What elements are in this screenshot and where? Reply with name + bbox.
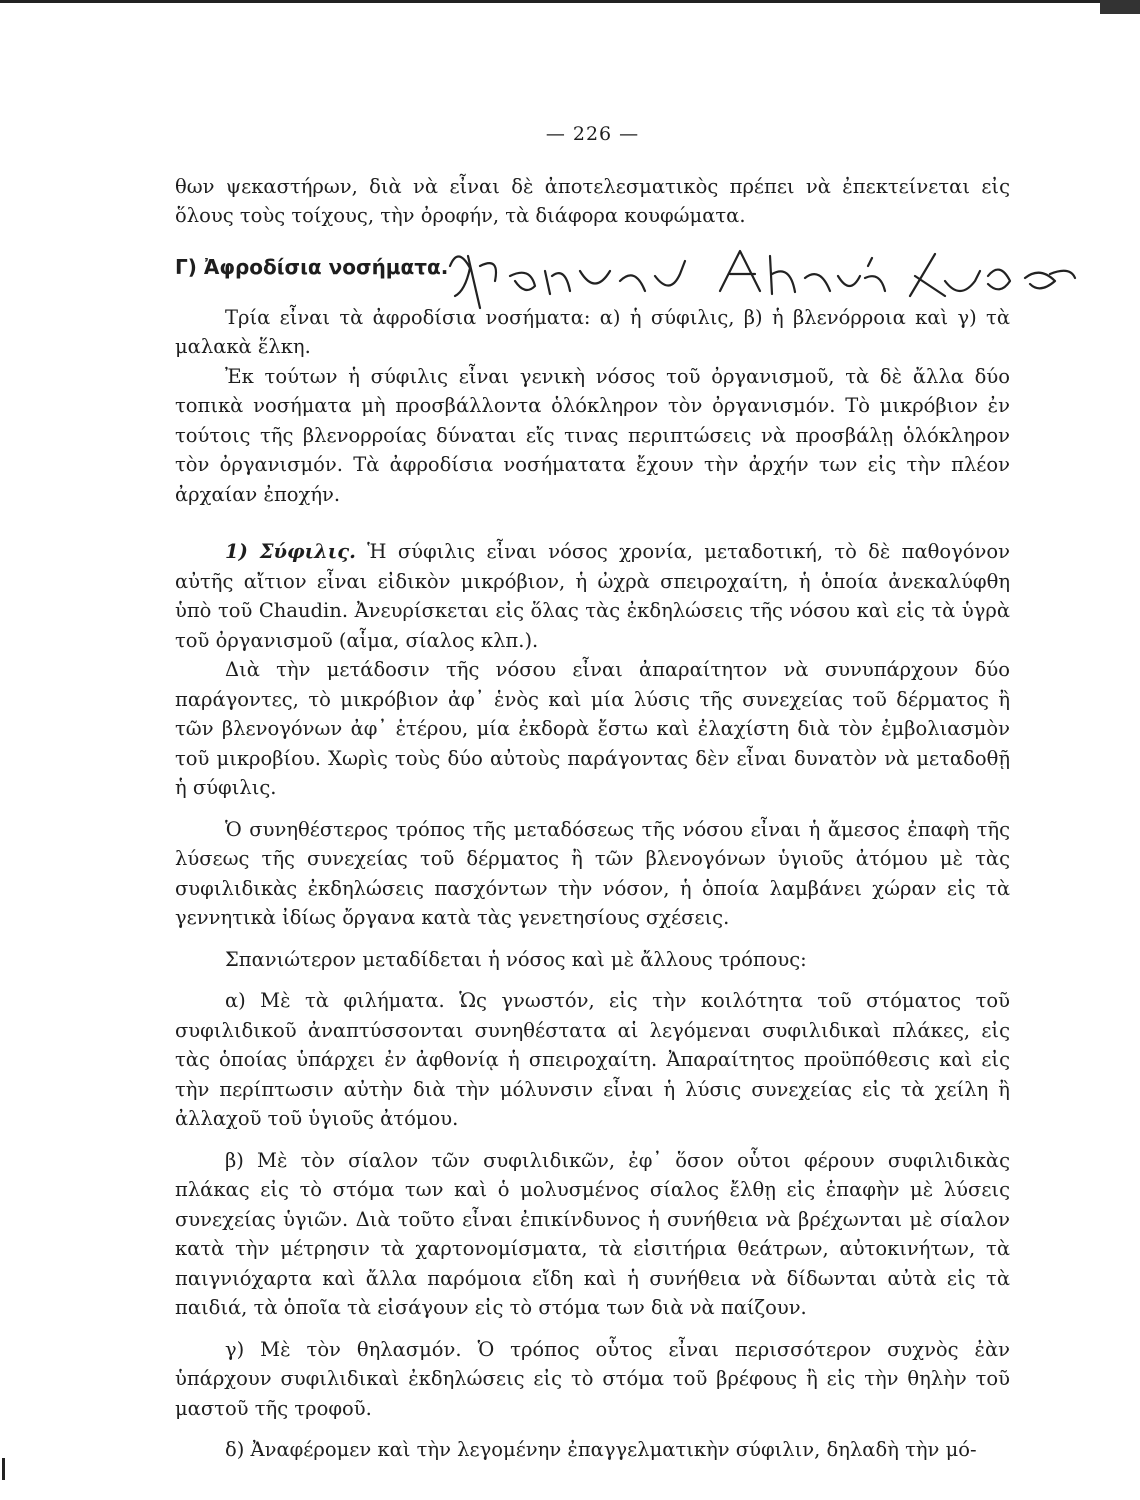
scan-corner-mark (1100, 0, 1140, 14)
section-heading-text: Γ) Ἀφροδίσια νοσήματα. (175, 254, 449, 279)
subsection-label: 1) Σύφιλις. (225, 540, 356, 563)
scan-edge-mark (2, 1458, 5, 1480)
paragraph-common-route: Ὁ συνηθέστερος τρόπος τῆς μεταδόσεως τῆς νόσου εἶναι ἡ ἄμεσος ἐπαφὴ τῆς λύσεως τῆς συνεχείας τοῦ δέρματος ἢ τῶν βλενογόνων ὑγιοῦς ἀτόμου μὲ τὰς συφιλιδικὰς ἐκδηλώσεις πασχόντων τὴν νόσον, ἡ ὁποία λαμβάνει χώραν εἰς τὰ γεννητικὰ ἰδίως ὄργανα κατὰ τὰς γενετησίους σχέσεις. (175, 817, 1010, 929)
paragraph-kisses: α) Μὲ τὰ φιλήματα. Ὡς γνωστόν, εἰς τὴν κοιλότητα τοῦ στόματος τοῦ συφιλιδικοῦ ἀναπτύσσονται συνηθέστατα αἱ λεγόμεναι συφιλιδικαὶ πλάκες, εἰς τὰς ὁποίας ὑπάρχει ἐν ἀφθονίᾳ ἡ σπειροχαίτη. Ἀπαραίτητος προϋπόθεσις καὶ εἰς τὴν περίπτωσιν αὐτὴν διὰ τὴν μόλυνσιν εἶναι ἡ λύσις συνεχείας εἰς τὰ χείλη ἢ ἀλλαχοῦ τοῦ ὑγιοῦς ἀτόμου. (175, 989, 1010, 1130)
scan-top-edge (0, 0, 1140, 3)
paragraph-syphilis-general: Ἐκ τούτων ἡ σύφιλις εἶναι γενικὴ νόσος τοῦ ὀργανισμοῦ, τὰ δὲ ἄλλα δύο τοπικὰ νοσήματα μὴ προσβάλλοντα ὁλόκληρον τὸν ὀργανισμόν. Τὸ μικρόβιον ἐν τούτοις τῆς βλενορροίας δύναται εἴς τινας περιπτώσεις νὰ προσβάλῃ ὁλόκληρον τὸν ὀργανισμόν. Τὰ ἀφροδίσια νοσήματατα ἔχουν τὴν ἀρχήν των εἰς τὴν πλέον ἀρχαίαν ἐποχήν. (175, 364, 1010, 506)
paragraph-transmission: Διὰ τὴν μετάδοσιν τῆς νόσου εἶναι ἀπαραίτητον νὰ συνυπάρχουν δύο παράγοντες, τὸ μικρόβιον ἀφ᾿ ἑνὸς καὶ μία λύσις τῆς συνεχείας τοῦ δέρματος ἢ τῶν βλενογόνων ἀφ᾿ ἑτέρου, μία ἐκδορὰ ἔστω καὶ ἐλαχίστη διὰ τὸν ἐμβολιασμὸν τοῦ μικροβίου. Χωρὶς τοὺς δύο αὐτοὺς παράγοντας δὲν εἶναι δυνατὸν νὰ μεταδοθῇ ἡ σύφιλις. (175, 658, 1010, 799)
subsection-text: Ἡ σύφιλις εἶναι νόσος χρονία, μεταδοτική, τὸ δὲ παθογόνον αὐτῆς αἴτιον εἶναι εἰδικὸν μικρόβιον, ἡ ὠχρὰ σπειροχαίτη, ἡ ὁποία ἀνεκαλύφθη ὑπὸ τοῦ Chaudin. Ἀνευρίσκεται εἰς ὅλας τὰς ἐκδηλώσεις τῆς νόσου καὶ εἰς τὰ ὑγρὰ τοῦ ὀργανισμοῦ (αἷμα, σίαλος κλπ.). (175, 540, 1010, 652)
paragraph-saliva: β) Μὲ τὸν σίαλον τῶν συφιλιδικῶν, ἐφ᾿ ὅσον οὗτοι φέρουν συφιλιδικὰς πλάκας εἰς τὸ στόμα των καὶ ὁ μολυσμένος σίαλος ἔλθῃ εἰς ἐπαφὴν μὲ λύσεις συνεχείας ὑγιῶν. Διὰ τοῦτο εἶναι ἐπικίνδυνος ἡ συνήθεια νὰ βρέχωνται μὲ σίαλον κατὰ τὴν μέτρησιν τὰ χαρτονομίσματα, τὰ εἰσιτήρια θεάτρων, αὐτοκινήτων, τὰ παιγνιόχαρτα καὶ ἄλλα παρόμοια εἴδη καὶ ἡ συνήθεια νὰ δίδωνται αὐτὰ εἰς τὰ παιδιά, τὰ ὁποῖα τὰ εἰσάγουν εἰς τὸ στόμα των διὰ νὰ παίζουν. (175, 1148, 1010, 1319)
paragraph-occupational: δ) Ἀναφέρομεν καὶ τὴν λεγομένην ἐπαγγελματικὴν σύφιλιν, δηλαδὴ τὴν μό- (225, 1438, 977, 1461)
paragraph-rarer-routes: Σπανιώτερον μεταδίδεται ἡ νόσος καὶ μὲ ἄλλους τρόπους: (225, 947, 807, 971)
intro-paragraph: θων ψεκαστήρων, διὰ νὰ εἶναι δὲ ἀποτελεσματικὸς πρέπει νὰ ἐπεκτείνεται εἰς ὅλους τοὺς τοίχους, τὴν ὀροφήν, τὰ διάφορα κουφώματα. (175, 174, 1010, 227)
section-heading (175, 251, 1010, 283)
page-number: — 226 — (545, 123, 640, 145)
paragraph-venereal-diseases: Τρία εἶναι τὰ ἀφροδίσια νοσήματα: α) ἡ σύφιλις, β) ἡ βλενόρροια καὶ γ) τὰ μαλακὰ ἕλκη. (175, 305, 1010, 358)
book-page (175, 120, 1010, 1465)
paragraph-breastfeeding: γ) Μὲ τὸν θηλασμόν. Ὁ τρόπος οὗτος εἶναι περισσότερον συχνὸς ἐὰν ὑπάρχουν συφιλιδικαὶ ἐκδηλώσεις εἰς τὸ στόμα τοῦ βρέφους ἢ εἰς τὴν θηλὴν τοῦ μαστοῦ τῆς τροφοῦ. (175, 1337, 1010, 1420)
paragraph-syphilis-definition (175, 537, 1010, 655)
